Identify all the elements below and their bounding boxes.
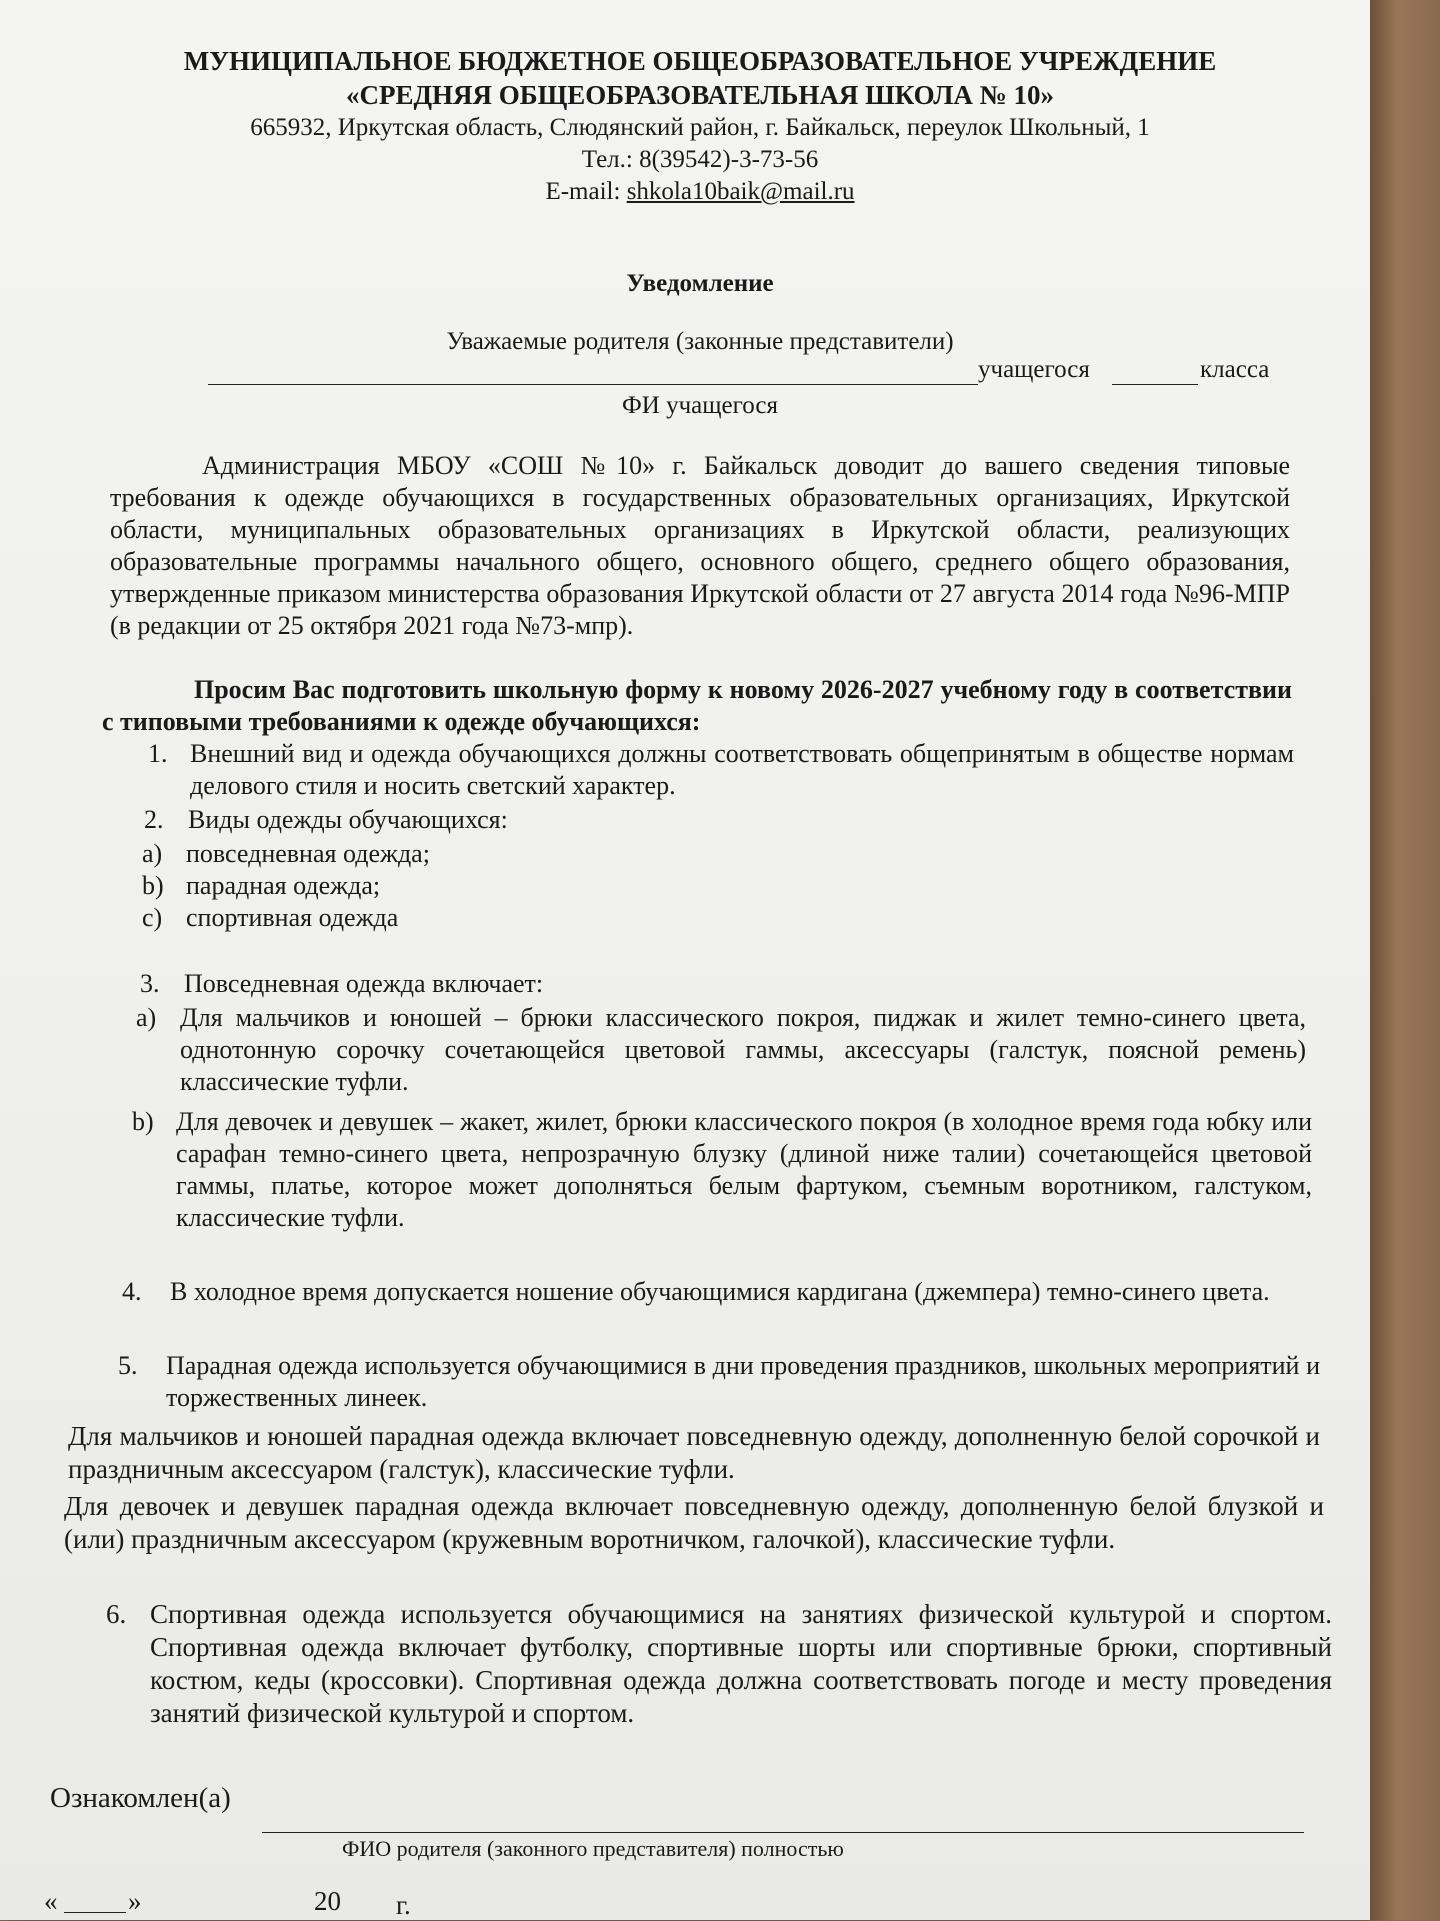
item-text: Для девочек и девушек – жакет, жилет, брюки классического покроя (в холодное время года юбку или сарафан темно-синего цвета, непрозрачную блузку (длиной ниже талии) сочетающейся цветовой гаммы, платье, которое может дополняться белым фартуком, съемным воротником, галстуком, классические туфли. (176, 1107, 1312, 1232)
item-text: В холодное время допускается ношение обучающимися кардигана (джемпера) темно-синего цвета. (170, 1277, 1270, 1306)
intro-paragraph: Администрация МБОУ «СОШ №10» г. Байкальск доводит до вашего сведения типовые требования к одежде обучающихся в государственных образовательных организациях, Иркутской области, муниципальных образовательных организациях в Иркутской области, реализующих образовательные программы начального общего, основного общего, среднего общего образования, утвержденные приказом министерства образования Иркутской области от 27 августа 2014 года №96-МПР (в редакции от 25 октября 2021 года №73-мпр). (110, 451, 1290, 640)
notice-greeting: Уважаемые родителя (законные представители) (446, 328, 954, 355)
class-label: класса (1200, 356, 1270, 383)
list-item (142, 870, 1292, 902)
date-year-prefix: 20 (314, 1886, 341, 1916)
student-name-line[interactable] (208, 384, 978, 385)
email-label: E-mail: (545, 178, 627, 205)
item-number: 2. (144, 805, 164, 834)
item-text: повседневная одежда; (186, 839, 430, 868)
item-number: 1. (148, 739, 168, 768)
item-text: Повседневная одежда включает: (184, 969, 544, 998)
item-marker: c) (142, 903, 163, 932)
list-item (144, 804, 1294, 836)
item-number: 3. (140, 969, 160, 998)
list-item (142, 838, 1292, 870)
request-paragraph: Просим Вас подготовить школьную форму к новому 2026-2027 учебному году в соответствии с типовыми требованиями к одежде обучающихся: (102, 675, 1292, 736)
date-close-quote: » (128, 1886, 142, 1916)
item-marker: b) (142, 871, 164, 900)
item-marker: b) (132, 1107, 154, 1136)
list-item (148, 738, 1294, 802)
school-phone: Тел.: 8(39542)-3-73-56 (581, 146, 819, 173)
class-line[interactable] (1112, 384, 1198, 385)
item-number: 5. (118, 1351, 138, 1380)
list-item (142, 902, 1292, 934)
item-text: парадная одежда; (186, 871, 381, 900)
item-text: Виды одежды обучающихся: (188, 805, 508, 834)
fi-caption: ФИ учащегося (622, 392, 778, 419)
acknowledged-label: Ознакомлен(а) (50, 1782, 231, 1814)
school-address: 665932, Иркутская область, Слюдянский район, г. Байкальск, переулок Школьный, 1 (250, 114, 1150, 141)
date-open-quote: « (44, 1886, 58, 1916)
item-marker: a) (142, 839, 163, 868)
item-text: спортивная одежда (186, 903, 399, 932)
item-text: Внешний вид и одежда обучающихся должны соответствовать общепринятым в обществе нормам делового стиля и носить светский характер. (190, 739, 1294, 800)
parent-name-line[interactable] (262, 1832, 1304, 1833)
item-number: 4. (122, 1277, 142, 1306)
school-type: МУНИЦИПАЛЬНОЕ БЮДЖЕТНОЕ ОБЩЕОБРАЗОВАТЕЛЬНОЕ УЧРЕЖДЕНИЕ (183, 46, 1217, 76)
list-item (136, 1002, 1306, 1098)
school-name: «СРЕДНЯЯ ОБЩЕОБРАЗОВАТЕЛЬНАЯ ШКОЛА № 10» (345, 80, 1055, 110)
email-link[interactable]: shkola10baik@mail.ru (626, 178, 855, 205)
item-text: Спортивная одежда используется обучающимися на занятиях физической культурой и спортом. Спортивная одежда включает футболку, спортивные шорты или спортивные брюки, спортивный костюм, кеды (кроссовки). Спортивная одежда должна соответствовать погоде и месту проведения занятий физической культурой и спортом. (150, 1599, 1332, 1728)
parent-name-caption: ФИО родителя (законного представителя) полностью (342, 1836, 844, 1861)
item-text: Для мальчиков и юношей – брюки классического покроя, пиджак и жилет темно-синего цвета, однотонную сорочку сочетающейся цветовой гаммы, аксессуары (галстук, поясной ремень) классические туфли. (180, 1003, 1306, 1096)
student-label: учащегося (978, 356, 1090, 383)
girls-formal-paragraph: Для девочек и девушек парадная одежда включает повседневную одежду, дополненную белой блузкой и (или) праздничным аксессуаром (кружевным воротничком, галочкой), классические туфли. (64, 1491, 1324, 1554)
school-email-row (0, 178, 1400, 206)
date-year-suffix: г. (396, 1890, 411, 1920)
list-item (140, 968, 1300, 1000)
item-marker: a) (136, 1003, 157, 1032)
list-item (132, 1106, 1312, 1234)
list-item (118, 1350, 1320, 1414)
list-item (106, 1598, 1332, 1730)
notice-title: Уведомление (626, 270, 774, 297)
boys-formal-paragraph: Для мальчиков и юношей парадная одежда включает повседневную одежду, дополненную белой сорочкой и праздничным аксессуаром (галстук), классические туфли. (68, 1421, 1320, 1484)
date-day-line[interactable] (64, 1912, 126, 1913)
item-text: Парадная одежда используется обучающимися в дни проведения праздников, школьных мероприятий и торжественных линеек. (166, 1351, 1320, 1412)
list-item (122, 1276, 1318, 1340)
item-number: 6. (106, 1599, 127, 1629)
